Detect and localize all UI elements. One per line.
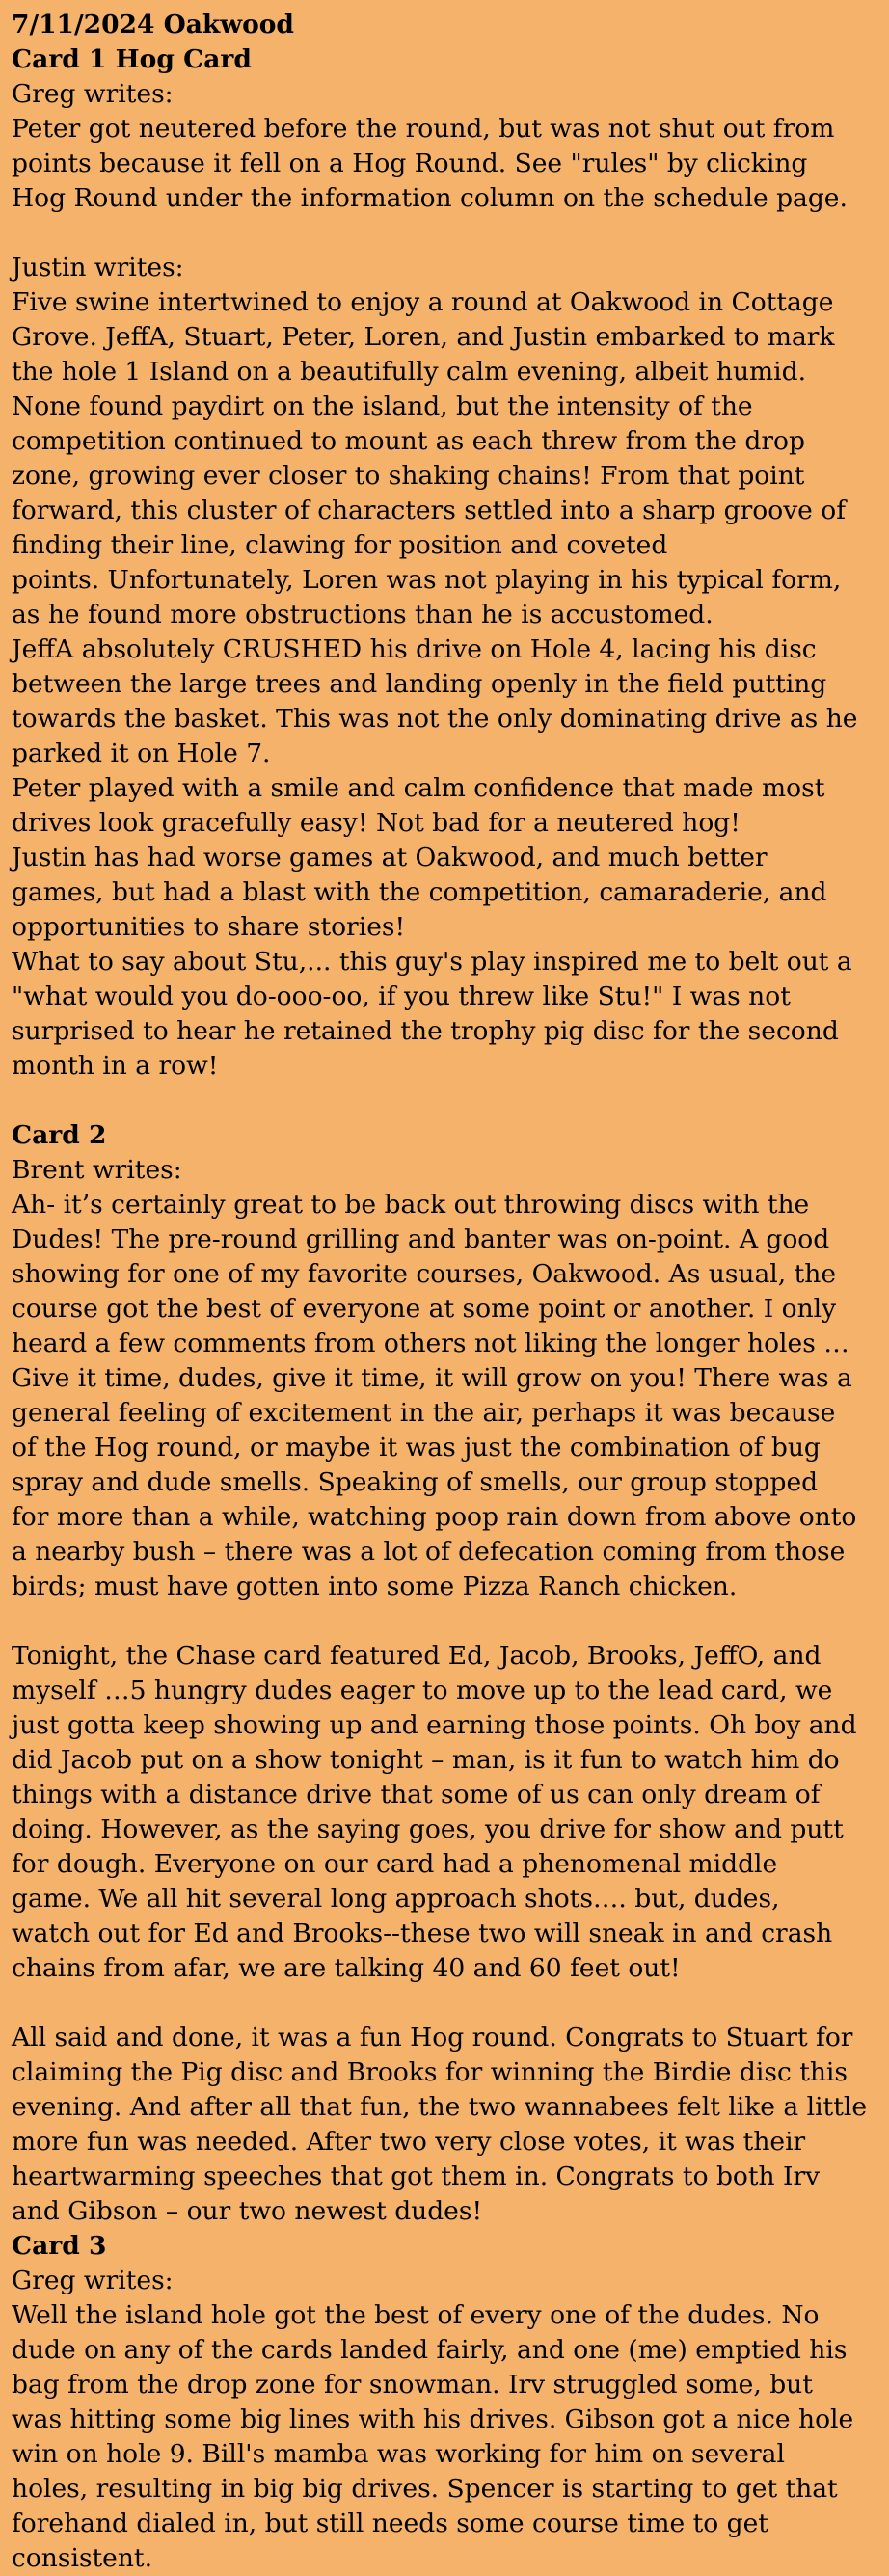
text-line: between the large trees and landing openly in the field putting (12, 669, 827, 699)
text-line: win on hole 9. Bill's mamba was working for him on several (12, 2439, 785, 2469)
card2-para3 (12, 2021, 877, 2229)
text-line: forward, this cluster of characters settled into a sharp groove of (12, 496, 847, 525)
spacer (12, 1604, 877, 1639)
text-line: Dudes! The pre-round grilling and banter was on-point. A good (12, 1224, 830, 1254)
card1-greg-text (12, 112, 877, 216)
card2-para1 (12, 1188, 877, 1604)
text-line: course got the best of everyone at some point or another. I only (12, 1294, 837, 1324)
text-line: "what would you do-ooo-oo, if you threw like Stu!" I was not (12, 981, 791, 1011)
text-line: bag from the drop zone for snowman. Irv struggled some, but (12, 2370, 813, 2400)
text-line: watch out for Ed and Brooks--these two will sneak in and crash (12, 1919, 833, 1948)
text-line: holes, resulting in big big drives. Spencer is starting to get that (12, 2474, 838, 2504)
text-line: towards the basket. This was not the only dominating drive as he (12, 704, 858, 734)
text-line: What to say about Stu,... this guy's play inspired me to belt out a (12, 947, 852, 977)
text-line: claiming the Pig disc and Brooks for winning the Birdie disc this (12, 2057, 849, 2087)
text-line: surprised to hear he retained the trophy pig disc for the second (12, 1016, 839, 1046)
text-line: general feeling of excitement in the air, perhaps it was because (12, 1398, 836, 1428)
text-line: Well the island hole got the best of every one of the dudes. No (12, 2300, 820, 2330)
text-line: Five swine intertwined to enjoy a round at Oakwood in Cottage (12, 287, 834, 317)
text-line: chains from afar, we are talking 40 and 60 feet out! (12, 1953, 681, 1983)
text-line: None found paydirt on the island, but the intensity of the (12, 391, 753, 421)
text-line: points. Unfortunately, Loren was not playing in his typical form, (12, 565, 842, 595)
spacer (12, 1084, 877, 1118)
text-line: showing for one of my favorite courses, Oakwood. As usual, the (12, 1259, 837, 1289)
text-line: the hole 1 Island on a beautifully calm evening, albeit humid. (12, 357, 807, 387)
card2-title: Card 2 (12, 1120, 107, 1150)
card3-title: Card 3 (12, 2231, 107, 2261)
text-line: evening. And after all that fun, the two wannabees felt like a little (12, 2092, 868, 2122)
text-line: things with a distance drive that some of us can only dream of (12, 1780, 821, 1810)
text-line: drives look gracefully easy! Not bad for a neutered hog! (12, 808, 741, 838)
text-line: Peter played with a smile and calm confidence that made most (12, 773, 825, 803)
text-line: JeffA absolutely CRUSHED his drive on Hole 4, lacing his disc (12, 634, 817, 664)
text-line: myself …5 hungry dudes eager to move up to the lead card, we (12, 1676, 833, 1705)
text-line: and Gibson – our two newest dudes! (12, 2196, 483, 2226)
card1-title: Card 1 Hog Card (12, 44, 252, 74)
card2-para2 (12, 1639, 877, 1986)
text-line: points because it fell on a Hog Round. See "rules" by clicking (12, 148, 808, 178)
text-line: dude on any of the cards landed fairly, and one (me) emptied his (12, 2335, 848, 2365)
text-line: Tonight, the Chase card featured Ed, Jacob, Brooks, JeffO, and (12, 1641, 822, 1671)
text-line: a nearby bush – there was a lot of defecation coming from those (12, 1537, 846, 1567)
text-line: heartwarming speeches that got them in. Congrats to both Irv (12, 2161, 821, 2191)
date-title: 7/11/2024 Oakwood (12, 10, 294, 40)
text-line: Hog Round under the information column on the schedule page. (12, 183, 848, 213)
card1-justin-text (12, 285, 877, 1084)
card3-text (12, 2298, 877, 2576)
text-line: Grove. JeffA, Stuart, Peter, Loren, and Justin embarked to mark (12, 322, 835, 352)
spacer (12, 1986, 877, 2021)
text-line: Peter got neutered before the round, but was not shut out from (12, 114, 835, 144)
card3-greg-label: Greg writes: (12, 2266, 174, 2295)
text-line: games, but had a blast with the competition, camaraderie, and (12, 877, 827, 907)
text-line: as he found more obstructions than he is accustomed. (12, 600, 714, 630)
text-line: for dough. Everyone on our card had a phenomenal middle (12, 1849, 778, 1879)
text-line: competition continued to mount as each threw from the drop (12, 426, 805, 456)
text-line: spray and dude smells. Speaking of smells, our group stopped (12, 1467, 819, 1497)
text-line: doing. However, as the saying goes, you drive for show and putt (12, 1814, 844, 1844)
text-line: Justin has had worse games at Oakwood, and much better (12, 843, 768, 872)
card1-justin-label: Justin writes: (12, 253, 184, 282)
text-line: month in a row! (12, 1051, 219, 1081)
text-line: of the Hog round, or maybe it was just the combination of bug (12, 1433, 821, 1462)
text-line: forehand dialed in, but still needs some course time to get (12, 2509, 768, 2538)
text-line: more fun was needed. After two very close votes, it was their (12, 2127, 806, 2157)
text-line: All said and done, it was a fun Hog round. Congrats to Stuart for (12, 2023, 853, 2053)
text-line: birds; must have gotten into some Pizza Ranch chicken. (12, 1571, 738, 1601)
card1-greg-label: Greg writes: (12, 79, 174, 109)
text-line: Give it time, dudes, give it time, it will grow on you! There was a (12, 1363, 852, 1393)
text-line: parked it on Hole 7. (12, 738, 271, 768)
text-line: for more than a while, watching poop rain down from above onto (12, 1502, 857, 1532)
text-line: was hitting some big lines with his drives. Gibson got a nice hole (12, 2404, 854, 2434)
text-line: Ah- it’s certainly great to be back out throwing discs with the (12, 1190, 810, 1220)
text-line: game. We all hit several long approach shots…. but, dudes, (12, 1884, 780, 1914)
text-line: heard a few comments from others not liking the longer holes … (12, 1328, 849, 1358)
text-line: did Jacob put on a show tonight – man, is it fun to watch him do (12, 1745, 840, 1775)
text-line: zone, growing ever closer to shaking chains! From that point (12, 461, 805, 491)
card2-brent-label: Brent writes: (12, 1155, 182, 1185)
text-line: finding their line, clawing for position and coveted (12, 530, 668, 560)
text-line: consistent. (12, 2543, 153, 2573)
text-line: just gotta keep showing up and earning those points. Oh boy and (12, 1710, 857, 1740)
text-line: opportunities to share stories! (12, 912, 406, 942)
spacer (12, 216, 877, 251)
